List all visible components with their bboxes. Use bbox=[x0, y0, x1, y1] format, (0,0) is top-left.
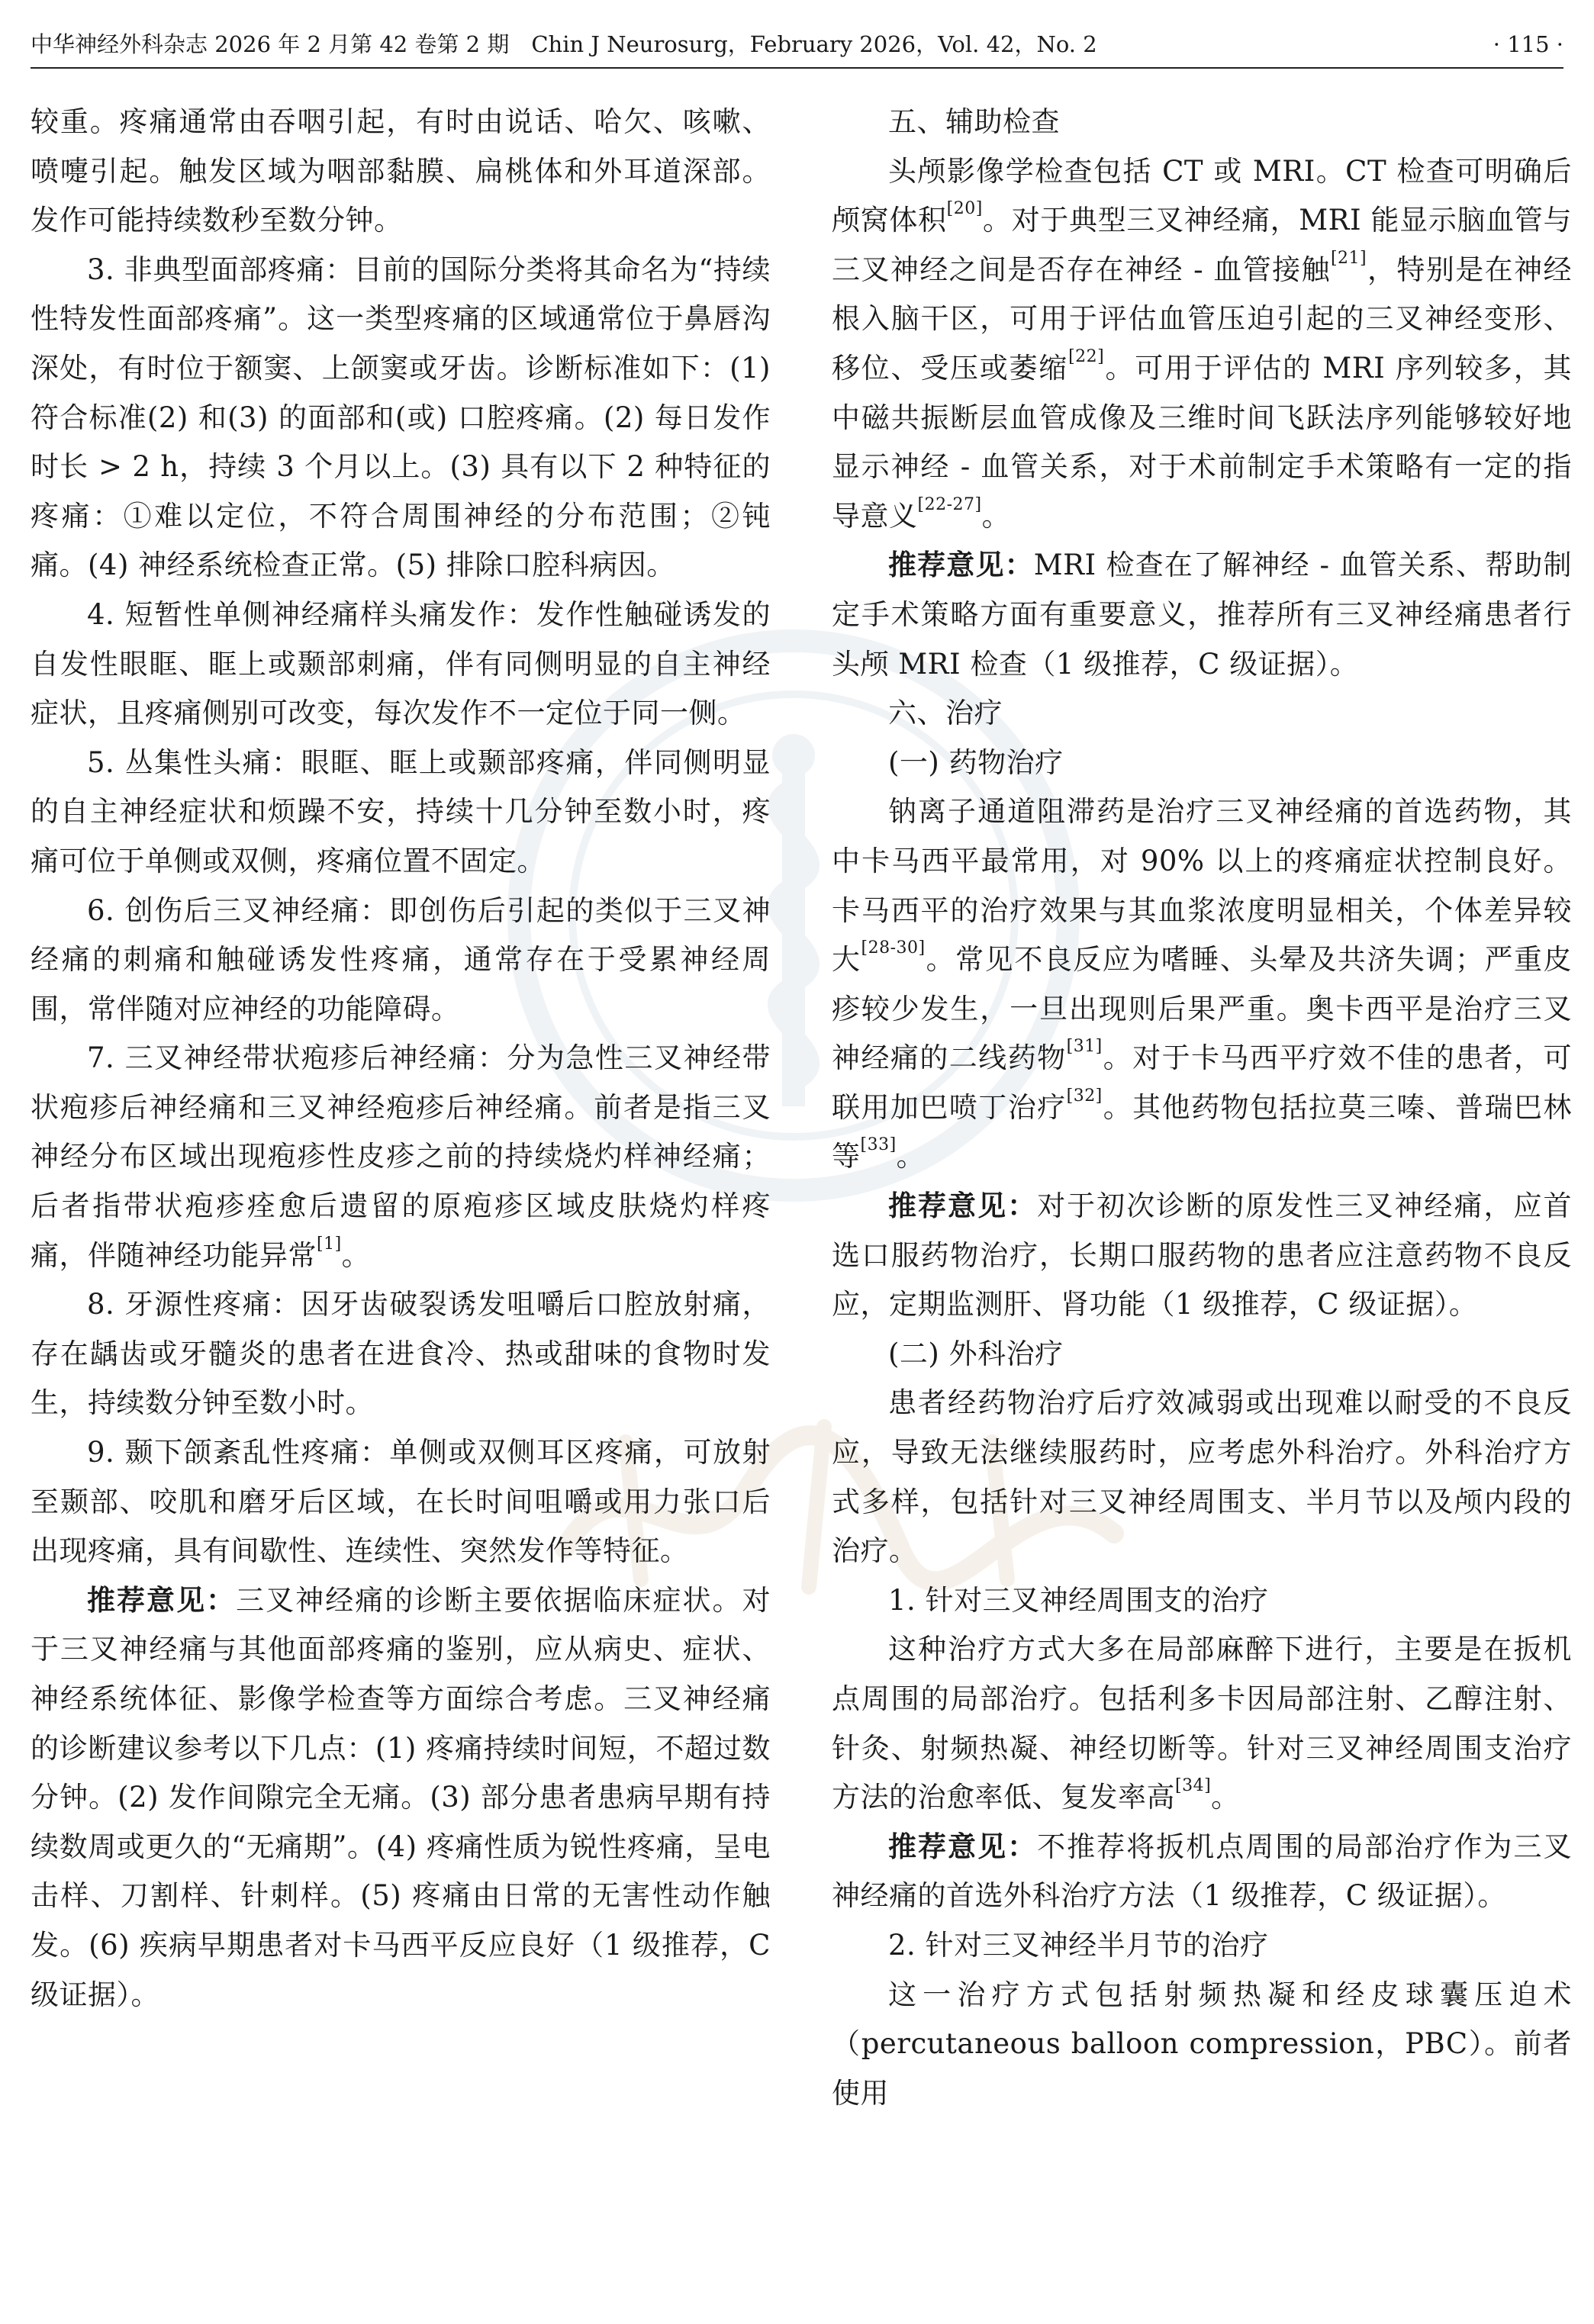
citation-ref: [22] bbox=[1068, 346, 1105, 366]
section-heading bbox=[832, 1330, 1572, 1379]
recommendation-text: 不推荐将扳机点周围的局部治疗作为三叉神经痛的首选外科治疗方法（1 级推荐，C 级证据）。 bbox=[832, 1830, 1573, 1913]
recommendation-label: 推荐意见： bbox=[888, 1189, 1038, 1223]
body-paragraph bbox=[31, 591, 771, 739]
paragraph-text: 。 bbox=[341, 1238, 371, 1272]
running-header bbox=[31, 27, 1563, 61]
heading-text: 2. 针对三叉神经半月节的治疗 bbox=[888, 1928, 1269, 1962]
heading-text: 五、辅助检查 bbox=[888, 105, 1060, 138]
paragraph-text: 这种治疗方式大多在局部麻醉下进行，主要是在扳机点周围的局部治疗。包括利多卡因局部注射、乙醇注射、针灸、射频热凝、神经切断等。针对三叉神经周围支治疗方法的治愈率低、复发率高 bbox=[832, 1633, 1572, 1814]
paragraph-text: 6. 创伤后三叉神经痛：即创伤后引起的类似于三叉神经痛的刺痛和触碰诱发性疼痛，通常存在于受累神经周围，常伴随对应神经的功能障碍。 bbox=[31, 893, 771, 1025]
body-paragraph bbox=[31, 887, 771, 1035]
citation-ref: [28-30] bbox=[861, 938, 926, 958]
paragraph-text: 。对于卡马西平疗效不佳的患者，可联用加巴喷丁治疗 bbox=[832, 1041, 1572, 1124]
page-number: · 115 · bbox=[1493, 31, 1563, 57]
paragraph-text: 5. 丛集性头痛：眼眶、眶上或颞部疼痛，伴同侧明显的自主神经症状和烦躁不安，持续十几分钟至数小时，疼痛可位于单侧或双侧，疼痛位置不固定。 bbox=[31, 745, 771, 877]
paragraph-text: 。对于典型三叉神经痛，MRI 能显示脑血管与三叉神经之间是否存在神经 - 血管接触 bbox=[832, 204, 1573, 286]
paragraph-text: 。常见不良反应为嗜睡、头晕及共济失调；严重皮疹较少发生，一旦出现则后果严重。奥卡西平是治疗三叉神经痛的二线药物 bbox=[832, 943, 1573, 1075]
citation-ref: [33] bbox=[860, 1135, 897, 1155]
section-heading bbox=[832, 1576, 1572, 1626]
body-paragraph bbox=[832, 1971, 1572, 2119]
recommendation-label: 推荐意见： bbox=[888, 1830, 1038, 1863]
recommendation-label: 推荐意见： bbox=[888, 549, 1034, 582]
paragraph-text: 8. 牙源性疼痛：因牙齿破裂诱发咀嚼后口腔放射痛，存在龋齿或牙髓炎的患者在进食冷、热或甜味的食物时发生，持续数分钟至数小时。 bbox=[31, 1288, 771, 1420]
recommendation-paragraph bbox=[832, 541, 1572, 689]
body-paragraph bbox=[31, 1034, 771, 1280]
citation-ref: [1] bbox=[317, 1234, 342, 1254]
section-heading bbox=[832, 1921, 1572, 1971]
paragraph-text: 。 bbox=[896, 1140, 926, 1173]
citation-ref: [21] bbox=[1330, 248, 1367, 268]
body-paragraph bbox=[832, 787, 1572, 1182]
paragraph-text: 。 bbox=[1211, 1781, 1240, 1814]
paragraph-text: 9. 颞下颌紊乱性疼痛：单侧或双侧耳区疼痛，可放射至颞部、咬肌和磨牙后区域，在长时间咀嚼或用力张口后出现疼痛，具有间歇性、连续性、突然发作等特征。 bbox=[31, 1436, 771, 1568]
heading-text: (二) 外科治疗 bbox=[888, 1337, 1064, 1370]
paragraph-text: 。 bbox=[981, 499, 1011, 533]
heading-text: (一) 药物治疗 bbox=[888, 745, 1064, 779]
paragraph-text: 。可用于评估的 MRI 序列较多，其中磁共振断层血管成像及三维时间飞跃法序列能够较好地显示神经 - 血管关系，对于术前制定手术策略有一定的指导意义 bbox=[832, 351, 1573, 533]
paragraph-text: 7. 三叉神经带状疱疹后神经痛：分为急性三叉神经带状疱疹后神经痛和三叉神经疱疹后神经痛。前者是指三叉神经分布区域出现疱疹性皮疹之前的持续烧灼样神经痛；后者指带状疱疹痊愈后遗留的原疱疹区域皮肤烧灼样疼痛，伴随神经功能异常 bbox=[31, 1041, 771, 1272]
body-paragraph bbox=[832, 1379, 1572, 1576]
recommendation-paragraph bbox=[832, 1182, 1572, 1330]
body-paragraph bbox=[31, 246, 771, 591]
journal-citation: 中华神经外科杂志 2026 年 2 月第 42 卷第 2 期 Chin J Neurosurg，February 2026，Vol. 42，No. 2 bbox=[31, 31, 1097, 57]
paragraph-text: 较重。疼痛通常由吞咽引起，有时由说话、哈欠、咳嗽、喷嚏引起。触发区域为咽部黏膜、扁桃体和外耳道深部。发作可能持续数秒至数分钟。 bbox=[31, 105, 771, 237]
paragraph-text: 。其他药物包括拉莫三嗪、普瑞巴林等 bbox=[832, 1090, 1572, 1173]
recommendation-text: MRI 检查在了解神经 - 血管关系、帮助制定手术策略方面有重要意义，推荐所有三叉神经痛患者行头颅 MRI 检查（1 级推荐，C 级证据）。 bbox=[832, 549, 1572, 681]
left-column bbox=[31, 98, 771, 2020]
heading-text: 1. 针对三叉神经周围支的治疗 bbox=[888, 1583, 1269, 1617]
paragraph-text: 3. 非典型面部疼痛：目前的国际分类将其命名为“持续性特发性面部疼痛”。这一类型疼痛的区域通常位于鼻唇沟深处，有时位于额窦、上颌窦或牙齿。诊断标准如下：(1) 符合标准(2) 和(3) 的面部和(或) 口腔疼痛。(2) 每日发作时长 > 2 h，持续 3 个月以上。(3) 具有以下 2 种特征的疼痛：①难以定位，不符合周围神经的分布范围；②钝痛。(4) 神经系统检查正常。(5) 排除口腔科病因。 bbox=[31, 253, 771, 582]
paragraph-text: 4. 短暂性单侧神经痛样头痛发作：发作性触碰诱发的自发性眼眶、眶上或颞部刺痛，伴有同侧明显的自主神经症状，且疼痛侧别可改变，每次发作不一定位于同一侧。 bbox=[31, 597, 771, 730]
section-heading bbox=[832, 98, 1572, 147]
recommendation-text: 三叉神经痛的诊断主要依据临床症状。对于三叉神经痛与其他面部疼痛的鉴别，应从病史、症状、神经系统体征、影像学检查等方面综合考虑。三叉神经痛的诊断建议参考以下几点：(1) 疼痛持续时间短，不超过数分钟。(2) 发作间隙完全无痛。(3) 部分患者患病早期有持续数周或更久的“无痛期”。(4) 疼痛性质为锐性疼痛，呈电击样、刀割样、针刺样。(5) 疼痛由日常的无害性动作触发。(6) 疾病早期患者对卡马西平反应良好（1 级推荐，C 级证据）。 bbox=[31, 1583, 771, 2011]
heading-text: 六、治疗 bbox=[888, 697, 1003, 730]
paragraph-text: 钠离子通道阻滞药是治疗三叉神经痛的首选药物，其中卡马西平最常用，对 90% 以上的疼痛症状控制良好。卡马西平的治疗效果与其血浆浓度明显相关，个体差异较大 bbox=[832, 795, 1572, 977]
body-paragraph bbox=[832, 1625, 1572, 1822]
paragraph-text: 这一治疗方式包括射频热凝和经皮球囊压迫术（percutaneous balloon compression，PBC）。前者使用 bbox=[832, 1978, 1572, 2110]
body-paragraph bbox=[31, 739, 771, 887]
paragraph-text: 头颅影像学检查包括 CT 或 MRI。CT 检查可明确后颅窝体积 bbox=[832, 154, 1572, 237]
citation-ref: [22-27] bbox=[917, 494, 982, 514]
recommendation-label: 推荐意见： bbox=[87, 1583, 237, 1617]
body-paragraph bbox=[31, 1280, 771, 1428]
citation-ref: [31] bbox=[1066, 1037, 1103, 1057]
recommendation-paragraph bbox=[832, 1823, 1572, 1921]
right-column bbox=[832, 98, 1572, 2118]
citation-ref: [32] bbox=[1066, 1086, 1103, 1106]
body-paragraph bbox=[31, 98, 771, 246]
section-heading bbox=[832, 689, 1572, 739]
citation-ref: [20] bbox=[946, 199, 983, 219]
body-paragraph bbox=[832, 147, 1572, 542]
section-heading bbox=[832, 739, 1572, 788]
recommendation-paragraph bbox=[31, 1576, 771, 2020]
paragraph-text: ，特别是在神经根入脑干区，可用于评估血管压迫引起的三叉神经变形、移位、受压或萎缩 bbox=[832, 253, 1572, 385]
body-paragraph bbox=[31, 1428, 771, 1576]
citation-ref: [34] bbox=[1175, 1776, 1212, 1796]
header-rule bbox=[31, 67, 1563, 69]
recommendation-text: 对于初次诊断的原发性三叉神经痛，应首选口服药物治疗，长期口服药物的患者应注意药物不良反应，定期监测肝、肾功能（1 级推荐，C 级证据）。 bbox=[832, 1189, 1573, 1321]
paragraph-text: 患者经药物治疗后疗效减弱或出现难以耐受的不良反应，导致无法继续服药时，应考虑外科治疗。外科治疗方式多样，包括针对三叉神经周围支、半月节以及颅内段的治疗。 bbox=[832, 1386, 1572, 1568]
